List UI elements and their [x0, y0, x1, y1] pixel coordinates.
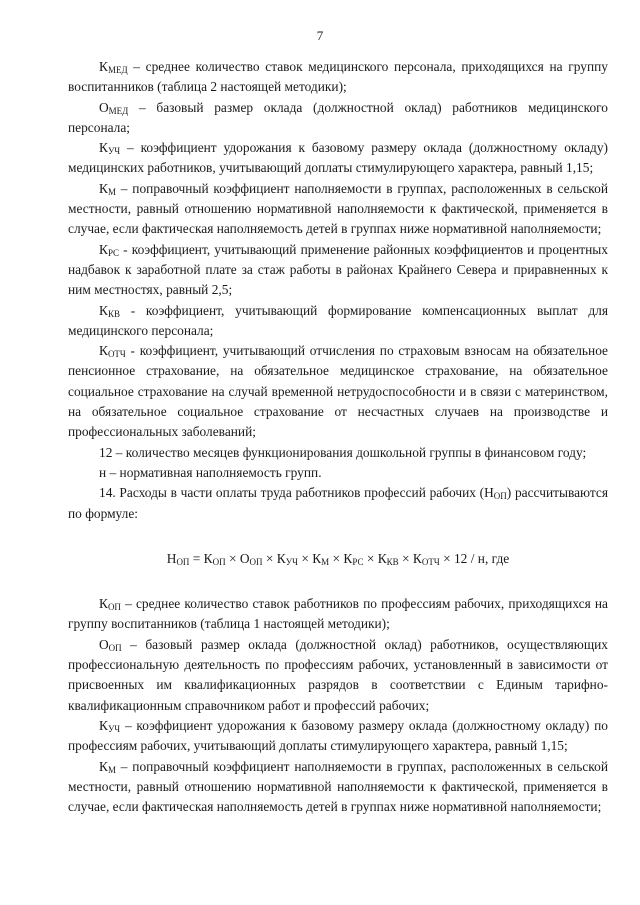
symbol-subscript: ОП	[493, 491, 507, 502]
symbol-subscript: УЧ	[107, 723, 121, 734]
definition-paragraph	[68, 301, 608, 342]
symbol: О	[99, 99, 109, 115]
definition-paragraph	[68, 57, 608, 98]
symbol-subscript: МЕД	[108, 105, 129, 116]
page-number: 7	[316, 28, 324, 43]
formula-subscript: ОП	[212, 556, 226, 567]
definition-text: - коэффициент, учитывающий отчисления по страховым взносам на обязательное пенсионное страхование, на обязательное медицинское страхование, на обязательное социальное страхование на случай временной нетрудоспособности и в связи с материнством, на обязательное социальное страхование от несчастных случаев на производстве и профессиональных заболеваний;	[68, 343, 608, 440]
definition-paragraph	[68, 98, 608, 139]
symbol-subscript: М	[107, 186, 116, 197]
definition-text: – среднее количество ставок медицинского персонала, приходящихся на группу воспитанников (таблица 2 настоящей методики);	[68, 59, 608, 95]
definition-paragraph	[68, 240, 608, 301]
definition-paragraph	[68, 443, 608, 463]
symbol-subscript: ОТЧ	[107, 349, 126, 360]
definition-paragraph	[68, 138, 608, 179]
formula-subscript: ОТЧ	[421, 556, 440, 567]
definition-text: - коэффициент, учитывающий применение районных коэффициентов и процентных надбавок к заработной плате за стаж работы в районах Крайнего Севера и приравненных к ним местностях, равный 2,5;	[68, 241, 608, 298]
formula	[68, 549, 608, 569]
symbol: К	[99, 59, 108, 74]
definition-text: – базовый размер оклада (должностной оклад) работников, осуществляющих профессиональную деятельность по профессиям рабочих, установленный в зависимости от присвоенных им квалификационных разрядов в соответствии с Единым тарифно-квалификационным справочником работ и профессий рабочих;	[68, 636, 608, 713]
definition-paragraph	[68, 757, 608, 818]
symbol: К	[99, 241, 108, 257]
symbol-subscript: ОП	[107, 602, 121, 613]
formula-term: × К	[297, 550, 322, 566]
symbol: О	[99, 636, 109, 652]
definition-paragraph	[68, 716, 608, 757]
symbol: К	[99, 140, 108, 156]
definition-paragraph	[68, 179, 608, 240]
formula-subscript: ОП	[176, 556, 190, 567]
definition-text: – базовый размер оклада (должностной оклад) работников медицинского персонала;	[68, 99, 608, 135]
definition-text: н – нормативная наполняемость групп.	[99, 464, 322, 480]
formula-term: × К	[262, 550, 286, 566]
section-14-paragraph	[68, 483, 608, 524]
formula-term: × К	[363, 550, 387, 566]
symbol: К	[99, 596, 108, 612]
definition-paragraph	[68, 635, 608, 716]
formula-subscript: М	[321, 556, 330, 567]
symbol-subscript: МЕД	[107, 65, 128, 75]
definition-text: - коэффициент, учитывающий формирование компенсационных выплат для медицинского персонала;	[68, 302, 608, 338]
section-text: 14. Расходы в части оплаты труда работников профессий рабочих (Н	[99, 485, 494, 501]
definition-paragraph	[68, 463, 608, 483]
formula-term: × К	[398, 550, 422, 566]
symbol: К	[99, 302, 108, 318]
symbol-subscript: КВ	[107, 308, 120, 319]
formula-term: × К	[329, 550, 353, 566]
definition-text: – коэффициент удорожания к базовому размеру оклада (должностному окладу) по профессиям рабочих, учитывающий доплаты стимулирующего характера, равный 1,15;	[68, 717, 608, 754]
formula-subscript: ОП	[249, 556, 263, 567]
formula-term: = К	[189, 550, 213, 566]
document-body	[68, 57, 608, 817]
formula-subscript: КВ	[386, 556, 399, 567]
symbol-subscript: ОП	[108, 642, 122, 653]
formula-subscript: УЧ	[285, 556, 298, 567]
definition-text: – среднее количество ставок работников по профессиям рабочих, приходящихся на группу воспитанников (таблица 1 настоящей методики);	[68, 596, 608, 632]
formula-term: Н	[166, 550, 177, 566]
definition-paragraph	[68, 341, 608, 442]
formula-term: × 12 / н, где	[439, 550, 510, 566]
symbol: К	[99, 180, 108, 196]
symbol: К	[99, 717, 108, 733]
formula-term: × О	[225, 550, 250, 566]
symbol-subscript: РС	[107, 247, 120, 258]
section-text: ) рассчитываются по формуле:	[68, 485, 608, 521]
symbol-subscript: УЧ	[107, 146, 121, 157]
symbol: К	[99, 343, 108, 359]
definition-text: – коэффициент удорожания к базовому размеру оклада (должностному окладу) медицинских работников, учитывающий доплаты стимулирующего характера, равный 1,15;	[68, 140, 608, 176]
formula-subscript: РС	[352, 556, 364, 567]
definition-text: – поправочный коэффициент наполняемости в группах, расположенных в сельской местности, равный отношению нормативной наполняемости к фактической, применяется в случае, если фактическая наполняемость детей в группах ниже нормативной наполняемости;	[68, 758, 608, 815]
symbol: К	[99, 758, 108, 774]
definition-text: 12 – количество месяцев функционирования дошкольной группы в финансовом году;	[99, 444, 587, 460]
definition-paragraph	[68, 594, 608, 635]
symbol-subscript: М	[107, 764, 116, 775]
definition-text: – поправочный коэффициент наполняемости в группах, расположенных в сельской местности, равный отношению нормативной наполняемости к фактической, применяется в случае, если фактическая наполняемость детей в группах ниже нормативной наполняемости;	[68, 180, 608, 237]
